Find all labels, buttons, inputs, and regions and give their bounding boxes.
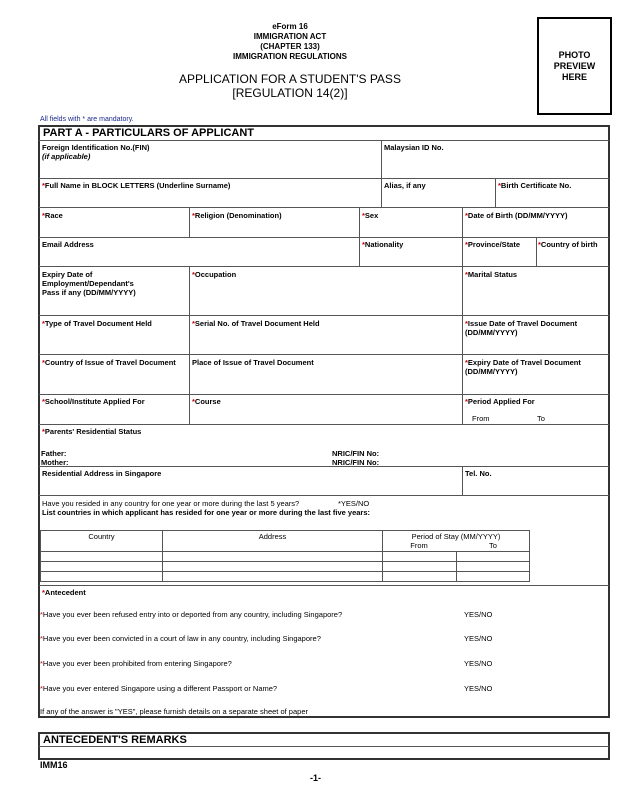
divider (39, 495, 609, 496)
photo-line1: PHOTO (558, 49, 591, 60)
resided-yes-no[interactable]: *YES/NO (338, 499, 370, 508)
photo-line3: HERE (561, 71, 587, 82)
question-prohibited: *Have you ever been prohibited from entering Singapore? (40, 659, 232, 668)
travel-doc-type-label: *Type of Travel Document Held (42, 319, 152, 328)
province-label: *Province/State (465, 240, 521, 249)
divider (39, 466, 609, 467)
malaysian-id-label: Malaysian ID No. (384, 143, 444, 152)
list-countries-label: List countries in which applicant has resided for one year or more during the last five years: (42, 508, 371, 517)
nationality-label: *Nationality (362, 240, 404, 249)
remarks-title: ANTECEDENT'S REMARKS (43, 734, 187, 746)
issue-date-label: *Issue Date of Travel Document (DD/MM/YYYY) (465, 319, 578, 337)
table-row[interactable] (40, 571, 163, 582)
mother-label: Mother: (41, 458, 69, 467)
divider (495, 178, 496, 207)
act-name: IMMIGRATION ACT (253, 32, 327, 41)
table-row[interactable] (382, 571, 457, 582)
mandatory-note: All fields with * are mandatory. (40, 116, 134, 123)
answer-refused-entry[interactable]: YES/NO (464, 610, 493, 619)
divider (39, 266, 609, 267)
country-birth-label: *Country of birth (538, 240, 598, 249)
divider (381, 140, 382, 207)
form-code: eForm 16 (272, 22, 308, 31)
divider (39, 424, 609, 425)
race-label: *Race (42, 211, 63, 220)
divider (39, 178, 609, 179)
period-to-label: To (537, 414, 545, 423)
country-issue-label: *Country of Issue of Travel Document (42, 358, 176, 367)
photo-line2: PREVIEW (553, 60, 596, 71)
part-a-title: PART A - PARTICULARS OF APPLICANT (43, 127, 255, 139)
question-refused-entry: *Have you ever been refused entry into or deported from any country, including Singapore? (40, 610, 343, 619)
email-label: Email Address (42, 240, 94, 249)
regulations: IMMIGRATION REGULATIONS (233, 52, 347, 61)
answer-prohibited[interactable]: YES/NO (464, 659, 493, 668)
school-label: *School/Institute Applied For (42, 397, 145, 406)
period-from-column: From (410, 541, 428, 550)
religion-label: *Religion (Denomination) (192, 211, 282, 220)
title-line1: APPLICATION FOR A STUDENT'S PASS (179, 72, 401, 86)
divider (462, 266, 463, 424)
answer-different-passport[interactable]: YES/NO (464, 684, 493, 693)
res-address-label: Residential Address in Singapore (42, 469, 162, 478)
divider (536, 237, 537, 266)
divider (39, 207, 609, 208)
place-issue-label: Place of Issue of Travel Document (192, 358, 314, 367)
form-header (120, 22, 460, 62)
divider (462, 466, 463, 495)
marital-label: *Marital Status (465, 270, 518, 279)
form-title (120, 72, 460, 100)
divider (39, 746, 609, 747)
answer-convicted[interactable]: YES/NO (464, 634, 493, 643)
table-row[interactable] (456, 571, 530, 582)
divider (39, 237, 609, 238)
address-column: Address (258, 532, 287, 541)
title-line2: [REGULATION 14(2)] (232, 86, 348, 100)
course-label: *Course (192, 397, 221, 406)
father-label: Father: (41, 449, 67, 458)
dob-label: *Date of Birth (DD/MM/YYYY) (465, 211, 568, 220)
divider (359, 207, 360, 266)
country-column: Country (88, 532, 115, 541)
occupation-label: *Occupation (192, 270, 237, 279)
divider (39, 315, 609, 316)
period-from-label: From (472, 414, 490, 423)
divider (39, 394, 609, 395)
divider (39, 585, 609, 586)
period-label: *Period Applied For (465, 397, 535, 406)
sex-label: *Sex (362, 211, 379, 220)
photo-box[interactable] (537, 17, 612, 115)
full-name-label: *Full Name in BLOCK LETTERS (Underline Surname) (42, 181, 231, 190)
divider (189, 207, 190, 237)
tel-label: Tel. No. (465, 469, 492, 478)
expiry-pass-label: Expiry Date of Employment/Dependant's Pass if any (DD/MM/YYYY) (42, 270, 136, 297)
details-note: If any of the answer is "YES", please furnish details on a separate sheet of paper (40, 707, 308, 716)
period-column: Period of Stay (MM/YYYY) (411, 532, 501, 541)
question-convicted: *Have you ever been convicted in a court of law in any country, including Singapore? (40, 634, 321, 643)
divider (462, 207, 463, 266)
travel-doc-serial-label: *Serial No. of Travel Document Held (192, 319, 320, 328)
antecedent-label: *Antecedent (42, 588, 86, 597)
divider (39, 140, 609, 141)
resided-question: Have you resided in any country for one year or more during the last 5 years? (42, 499, 300, 508)
fin-label: Foreign Identification No.(FIN) (if applicable) (42, 143, 150, 161)
divider (189, 266, 190, 424)
chapter: (CHAPTER 133) (260, 42, 320, 51)
father-nric-label: NRIC/FIN No: (332, 449, 380, 458)
table-row[interactable] (162, 571, 383, 582)
expiry-doc-label: *Expiry Date of Travel Document (DD/MM/YYYY) (465, 358, 581, 376)
period-to-column: To (489, 541, 497, 550)
alias-label: Alias, if any (384, 181, 426, 190)
page-number: -1- (310, 773, 321, 783)
divider (39, 354, 609, 355)
parents-status-label: *Parents' Residential Status (42, 427, 142, 436)
birth-cert-label: *Birth Certificate No. (498, 181, 572, 190)
form-code-footer: IMM16 (40, 760, 68, 770)
mother-nric-label: NRIC/FIN No: (332, 458, 380, 467)
question-different-passport: *Have you ever entered Singapore using a different Passport or Name? (40, 684, 278, 693)
